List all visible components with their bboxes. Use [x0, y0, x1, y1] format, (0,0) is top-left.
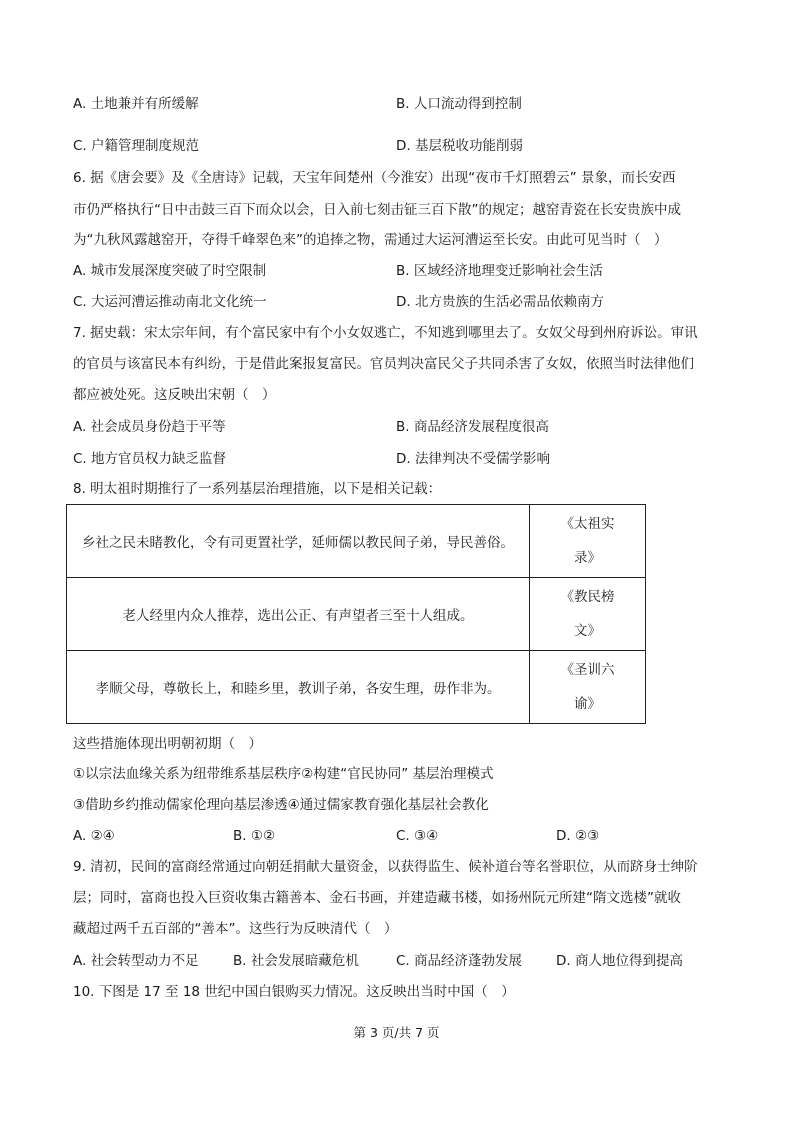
q8-option-a: A. ②④: [73, 828, 115, 844]
q9-option-d: D. 商人地位得到提高: [556, 953, 683, 969]
q9-stem-line-1: 9. 清初，民间的富商经常通过向朝廷捐献大量资金，以获得监生、候补道台等名誉职位，从而跻身士绅阶: [73, 859, 698, 875]
q8-stem: 这些措施体现出明朝初期（ ）: [73, 736, 262, 752]
q7-stem-line-3: 都应被处死。这反映出宋朝（ ）: [73, 387, 276, 403]
q6-option-c: C. 大运河漕运推动南北文化统一: [73, 294, 267, 310]
table-cell-text: 孝顺父母，尊敬长上，和睦乡里，教训子弟，各安生理，毋作非为。: [67, 651, 530, 724]
source-line: 文》: [574, 623, 601, 639]
q6-option-a: A. 城市发展深度突破了时空限制: [73, 263, 267, 279]
q7-option-a: A. 社会成员身份趋于平等: [73, 419, 226, 435]
q5-option-b: B. 人口流动得到控制: [396, 96, 522, 112]
q9-option-c: C. 商品经济蓬勃发展: [396, 953, 523, 969]
q8-items-line-1: ①以宗法血缘关系为纽带维系基层秩序②构建“官民协同” 基层治理模式: [73, 766, 494, 782]
page-footer: 第 3 页/共 7 页: [353, 1025, 440, 1040]
table-cell-text: 老人经里内众人推荐，选出公正、有声望者三至十人组成。: [67, 578, 530, 651]
table-cell-source: [530, 505, 646, 578]
q5-option-a: A. 土地兼并有所缓解: [73, 96, 199, 112]
q7-stem-line-2: 的官员与该富民本有纠纷，于是借此案报复富民。官员判决富民父子共同杀害了女奴，依照当时法律他们: [73, 356, 694, 372]
table-row: [67, 578, 646, 651]
table-cell-source: [530, 651, 646, 724]
q9-stem-line-3: 藏超过两千五百部的“善本”。这些行为反映清代（ ）: [73, 921, 398, 937]
q9-option-a: A. 社会转型动力不足: [73, 953, 199, 969]
q7-option-b: B. 商品经济发展程度很高: [396, 419, 549, 435]
q8-option-c: C. ③④: [396, 828, 439, 844]
q8-source-table: [66, 504, 646, 724]
source-line: 《太祖实: [560, 516, 615, 532]
source-line: 《教民榜: [560, 589, 615, 605]
q5-option-d: D. 基层税收功能削弱: [396, 138, 523, 154]
q8-option-b: B. ①②: [233, 828, 276, 844]
q8-items-line-2: ③借助乡约推动儒家伦理向基层渗透④通过儒家教育强化基层社会教化: [73, 797, 489, 813]
q9-stem-line-2: 层；同时，富商也投入巨资收集古籍善本、金石书画，并建造藏书楼，如扬州阮元所建“隋文选楼”就收: [73, 890, 681, 906]
q7-option-c: C. 地方官员权力缺乏监督: [73, 451, 227, 467]
q10-stem: 10. 下图是 17 至 18 世纪中国白银购买力情况。这反映出当时中国（ ）: [73, 984, 515, 1000]
q6-option-d: D. 北方贵族的生活必需品依赖南方: [396, 294, 604, 310]
q6-stem-line-3: 为“九秋风露越窑开，夺得千峰翠色来”的追捧之物，需通过大运河漕运至长安。由此可见当时（ ）: [73, 232, 668, 248]
table-row: [67, 651, 646, 724]
table-cell-text: 乡社之民未睹教化，令有司更置社学，延师儒以教民间子弟，导民善俗。: [67, 505, 530, 578]
q6-stem-line-2: 市仍严格执行“日中击鼓三百下而众以会，日入前七刻击钲三百下散”的规定；越窑青瓷在长安贵族中成: [73, 202, 681, 218]
q8-option-d: D. ②③: [556, 828, 600, 844]
q8-intro: 8. 明太祖时期推行了一系列基层治理措施，以下是相关记载：: [73, 481, 442, 497]
q6-option-b: B. 区域经济地理变迁影响社会生活: [396, 263, 603, 279]
q6-stem-line-1: 6. 据《唐会要》及《全唐诗》记载，天宝年间楚州（今淮安）出现“夜市千灯照碧云” 景象，而长安西: [73, 170, 676, 186]
table-cell-source: [530, 578, 646, 651]
source-line: 《圣训六: [560, 662, 615, 678]
q9-option-b: B. 社会发展暗藏危机: [233, 953, 359, 969]
q5-option-c: C. 户籍管理制度规范: [73, 138, 200, 154]
q7-stem-line-1: 7. 据史载：宋太宗年间，有个富民家中有个小女奴逃亡，不知逃到哪里去了。女奴父母到州府诉讼。审讯: [73, 325, 698, 341]
source-line: 谕》: [574, 696, 601, 712]
table-row: [67, 505, 646, 578]
q7-option-d: D. 法律判决不受儒学影响: [396, 451, 550, 467]
source-line: 录》: [574, 550, 601, 566]
